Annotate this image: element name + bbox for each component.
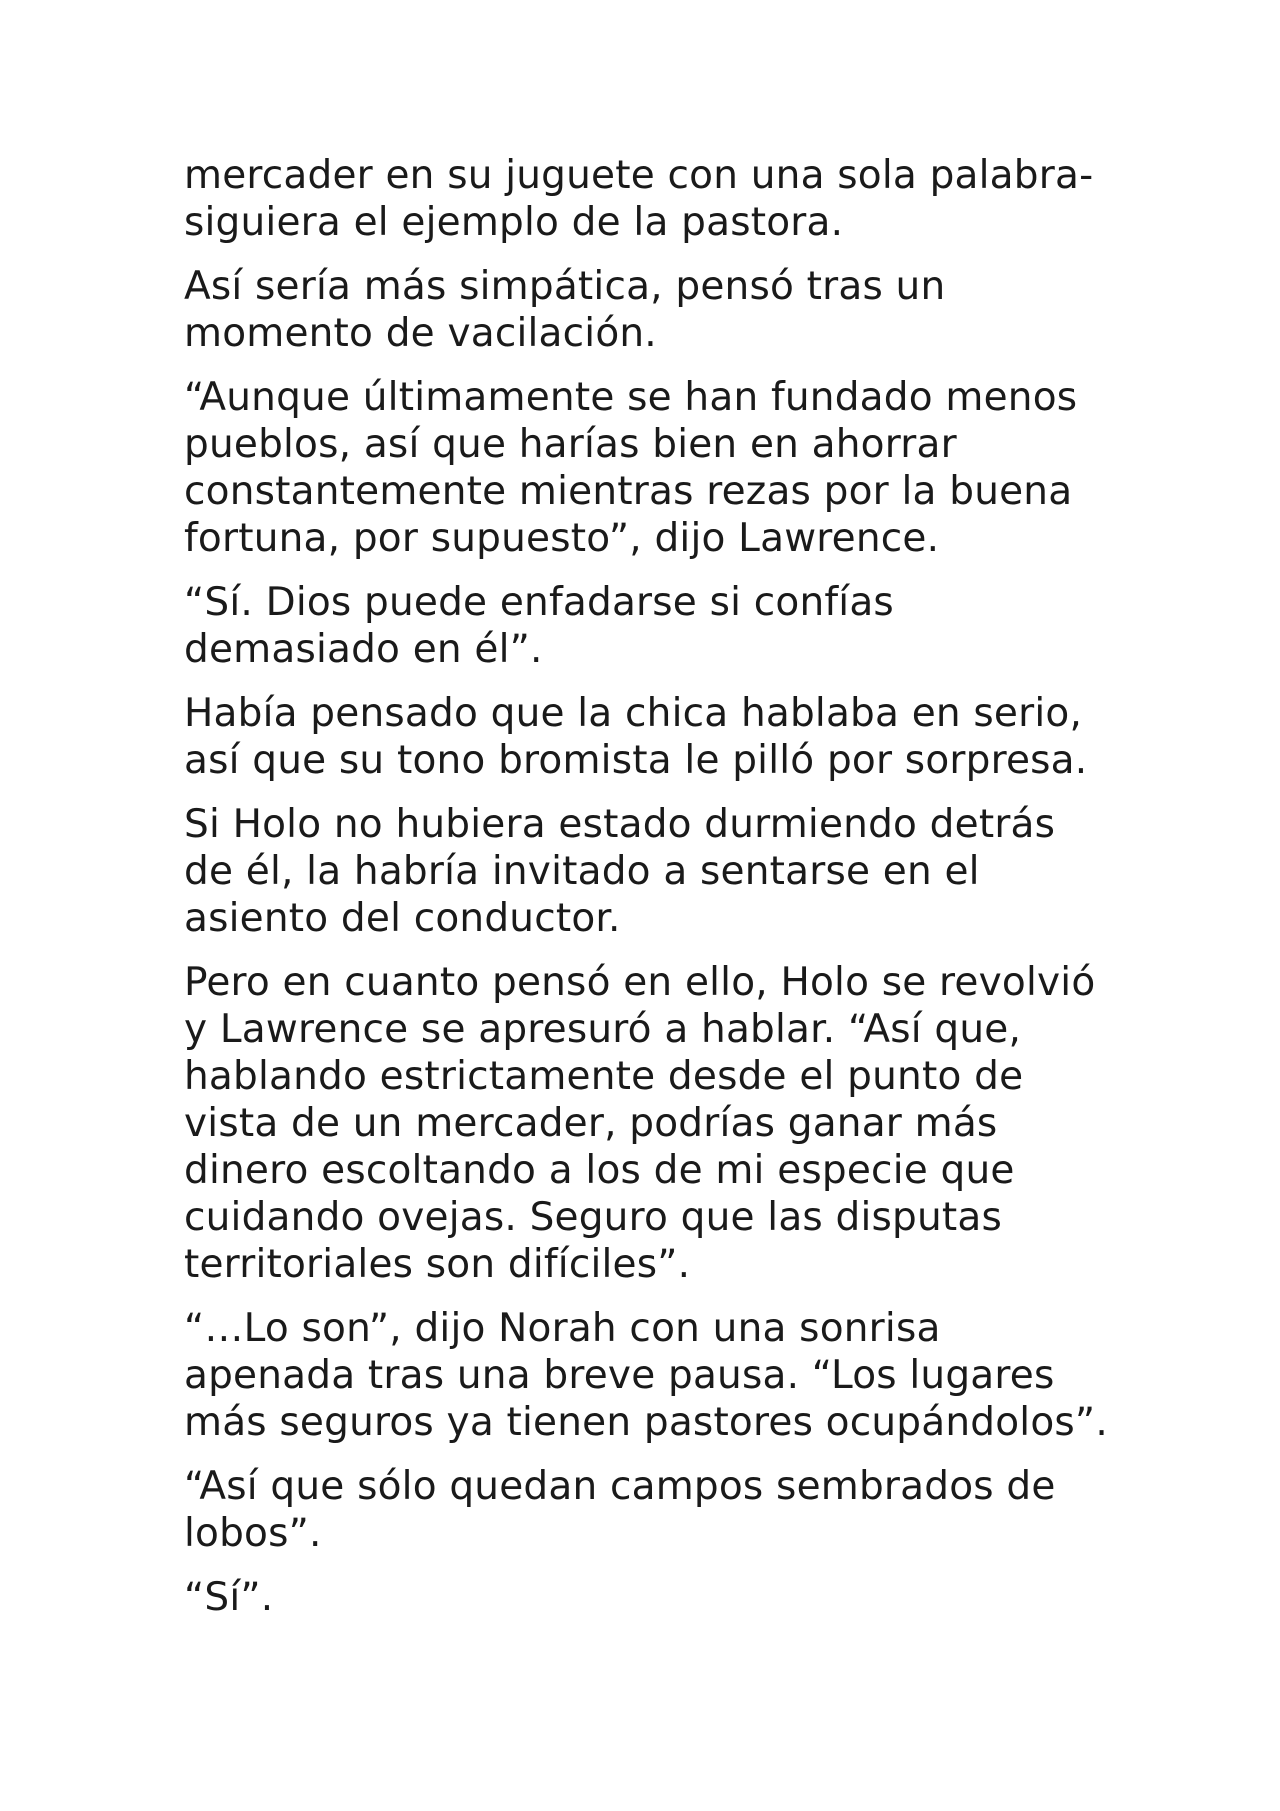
text-line: “…Lo son”, dijo Norah con una sonrisa xyxy=(184,1306,941,1351)
text-line: momento de vacilación. xyxy=(184,311,657,356)
text-line: dinero escoltando a los de mi especie que xyxy=(184,1148,1015,1193)
text-line: fortuna, por supuesto”, dijo Lawrence. xyxy=(184,516,940,561)
paragraph xyxy=(184,959,1104,1288)
text-line: así que su tono bromista le pilló por sorpresa. xyxy=(184,738,1088,783)
text-line: Si Holo no hubiera estado durmiendo detrás xyxy=(184,802,1056,847)
text-line: Así sería más simpática, pensó tras un xyxy=(184,264,946,309)
text-line: mercader en su juguete con una sola palabra- xyxy=(184,153,1094,198)
text-line: constantemente mientras rezas por la buena xyxy=(184,469,1073,514)
text-line: siguiera el ejemplo de la pastora. xyxy=(184,200,844,245)
paragraph xyxy=(184,374,1104,562)
text-line: lobos”. xyxy=(184,1511,322,1556)
paragraph xyxy=(184,1305,1108,1446)
text-line: hablando estrictamente desde el punto de xyxy=(184,1054,1024,1099)
text-line: más seguros ya tienen pastores ocupándolos”. xyxy=(184,1400,1108,1445)
text-line: “Aunque últimamente se han fundado menos xyxy=(184,375,1078,420)
page-body-text xyxy=(184,152,1108,1638)
text-line: Pero en cuanto pensó en ello, Holo se revolvió xyxy=(184,960,1096,1005)
paragraph xyxy=(184,801,1104,942)
text-line: territoriales son difíciles”. xyxy=(184,1242,691,1287)
text-line: cuidando ovejas. Seguro que las disputas xyxy=(184,1195,1003,1240)
text-line: “Así que sólo quedan campos sembrados de xyxy=(184,1464,1056,1509)
text-line: vista de un mercader, podrías ganar más xyxy=(184,1101,998,1146)
text-line: asiento del conductor. xyxy=(184,896,621,941)
paragraph xyxy=(184,263,1104,357)
text-line: pueblos, así que harías bien en ahorrar xyxy=(184,422,957,467)
paragraph xyxy=(184,1574,1104,1621)
text-line: demasiado en él”. xyxy=(184,627,543,672)
text-line: y Lawrence se apresuró a hablar. “Así que, xyxy=(184,1007,1022,1052)
paragraph xyxy=(184,579,1104,673)
text-line: apenada tras una breve pausa. “Los lugares xyxy=(184,1353,1055,1398)
text-line: “Sí. Dios puede enfadarse si confías xyxy=(184,580,894,625)
paragraph xyxy=(184,1463,1104,1557)
text-line: “Sí”. xyxy=(184,1575,274,1620)
text-line: de él, la habría invitado a sentarse en el xyxy=(184,849,980,894)
paragraph xyxy=(184,690,1104,784)
paragraph xyxy=(184,152,1104,246)
text-line: Había pensado que la chica hablaba en serio, xyxy=(184,691,1083,736)
